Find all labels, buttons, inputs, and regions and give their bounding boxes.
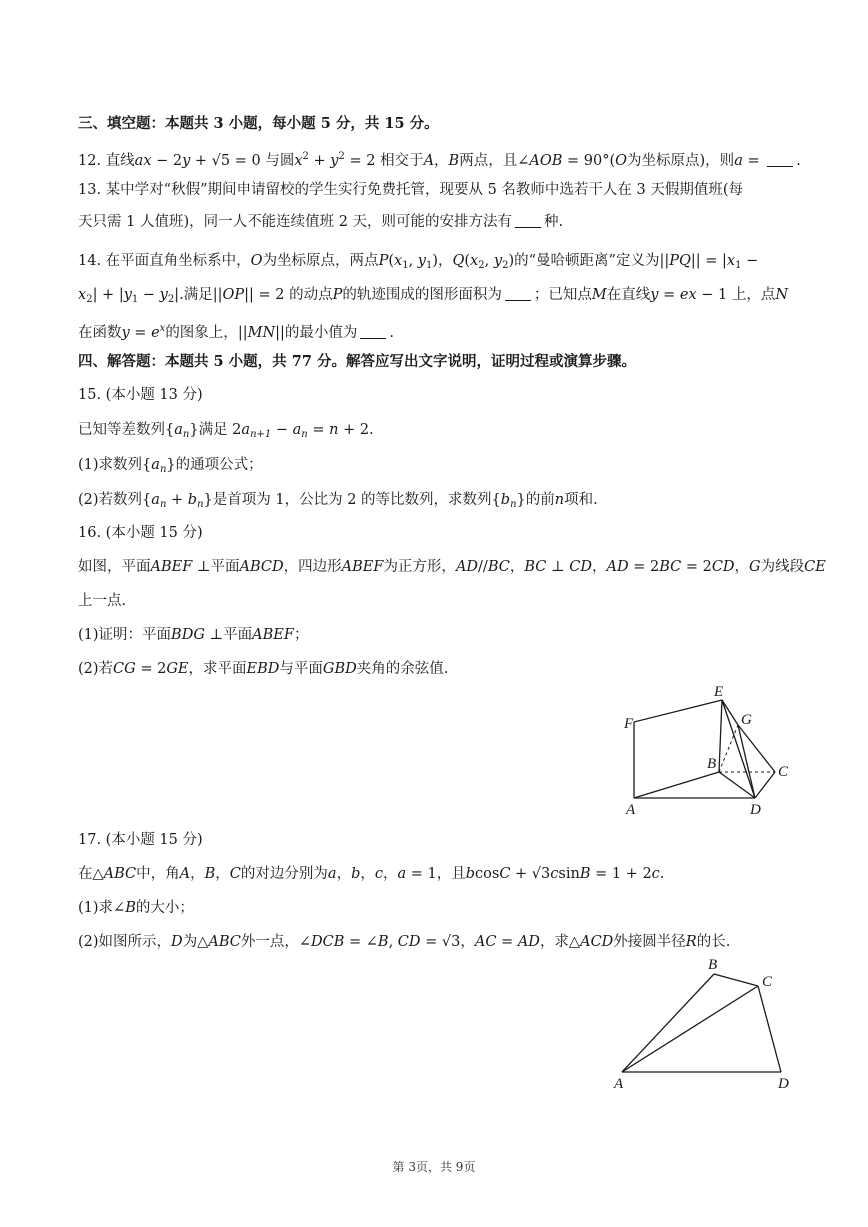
question-15-part2: (2)若数列$\{a_n + b_n\}$是首项为 1，公比为 2 的等比数列，求数列$\{b_n\}$的前n项和.	[78, 492, 598, 510]
fill-section-header: 三、填空题：本题共 3 小题，每小题 5 分，共 15 分。	[78, 115, 439, 132]
label-E: E	[714, 684, 724, 700]
answer-blank	[360, 324, 386, 339]
answer-blank	[767, 152, 793, 167]
question-15-stem: 已知等差数列$\{a_n\}$满足 $2a_{n+1} - a_n = n + 2$.	[78, 422, 374, 440]
figure-16-solid	[600, 680, 810, 820]
question-13-line2: 天只需 1 人值班)，同一人不能连续值班 2 天，则可能的安排方法有 种.	[78, 214, 564, 230]
answer-section-header: 四、解答题：本题共 5 小题，共 77 分。解答应写出文字说明，证明过程或演算步骤。	[78, 353, 636, 370]
label-A: A	[626, 802, 636, 818]
question-16-title: 16. (本小题 15 分)	[78, 525, 203, 541]
label-D: D	[778, 1076, 789, 1092]
question-15-part1: (1)求数列$\{a_n\}$的通项公式；	[78, 457, 263, 475]
question-14-line1: 14. 在平面直角坐标系中，O为坐标原点，两点$P(x_1$, $y_1$)，$Q(x_2$, $y_2$)的“曼哈顿距离”定义为$||PQ|| = |x_1$ −	[78, 253, 759, 271]
question-13-line1: 13. 某中学对“秋假”期间申请留校的学生实行免费托管，现要从 5 名教师中选若干人在 3 天假期值班(每	[78, 182, 744, 198]
question-17-part1: (1)求∠B的大小；	[78, 900, 194, 916]
label-C: C	[762, 974, 773, 990]
label-C: C	[778, 764, 789, 780]
label-B: B	[707, 756, 717, 772]
question-15-title: 15. (本小题 13 分)	[78, 387, 203, 403]
question-16-part1: (1)证明：平面BDG ⊥平面ABEF；	[78, 627, 309, 643]
question-17-title: 17. (本小题 15 分)	[78, 832, 203, 848]
label-B: B	[708, 957, 718, 973]
question-16-part2: (2)若CG = 2GE，求平面EBD与平面GBD夹角的余弦值.	[78, 661, 449, 677]
question-17-part2: (2)如图所示，D为△ABC外一点，∠DCB = ∠B, CD = √3，AC = AD，求△ACD外接圆半径R的长.	[78, 934, 731, 950]
question-12: 12. 直线ax − 2y + √5 = 0 与圆$x^2 + y^2 = 2$ 相交于A，B两点，且∠AOB = 90°(O为坐标原点)，则a = .	[78, 151, 801, 169]
question-17-line1: 在△ABC中，角A，B，C的对边分别为a，b，c，a = 1，且bcosC + √3csinB = 1 + 2c.	[78, 866, 665, 882]
figure-17-quadrilateral	[606, 952, 806, 1092]
label-F: F	[624, 716, 634, 732]
question-16-line2: 上一点.	[78, 593, 127, 609]
question-14-line3: 在函数$y = e^x$的图象上，||MN||的最小值为 .	[78, 323, 395, 341]
question-16-line1: 如图，平面ABEF ⊥平面ABCD，四边形ABEF为正方形，AD//BC，BC ⊥ CD，AD = 2BC = 2CD，G为线段CE	[78, 559, 826, 575]
question-14-line2: $x_2| + |y_1 - y_2|$.满足||OP|| = 2 的动点P的轨迹围成的图形面积为 ；已知点M在直线y = ex − 1 上，点N	[78, 287, 789, 305]
answer-blank	[515, 213, 541, 228]
label-G: G	[741, 712, 752, 728]
label-A: A	[614, 1076, 624, 1092]
answer-blank	[505, 286, 531, 301]
label-D: D	[750, 802, 761, 818]
page-footer: 第 3页，共 9页	[392, 1160, 476, 1174]
